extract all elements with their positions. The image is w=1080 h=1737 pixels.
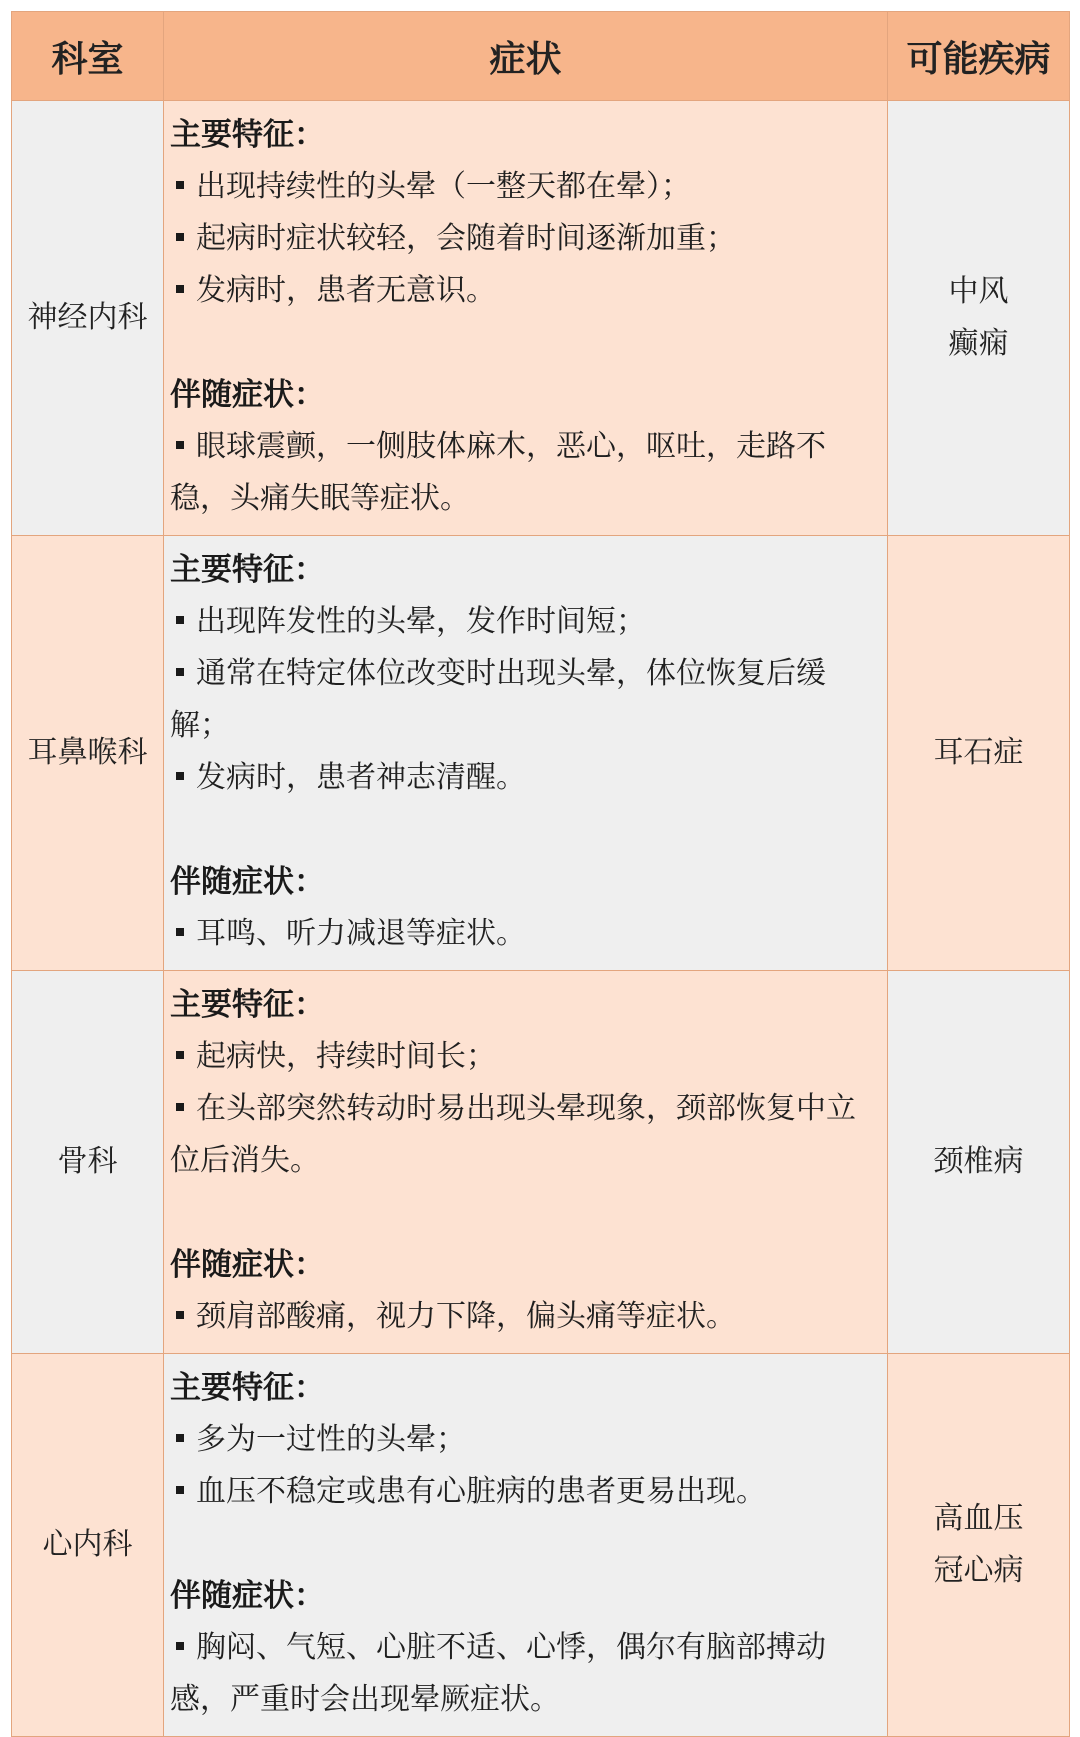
list-item: 胸闷、气短、心脏不适、心悸，偶尔有脑部搏动感，严重时会出现晕厥症状。 bbox=[170, 1630, 826, 1717]
disease-cell bbox=[888, 101, 1070, 536]
disease-cell bbox=[888, 536, 1070, 971]
list-item: 眼球震颤，一侧肢体麻木，恶心，呕吐，走路不稳，头痛失眠等症状。 bbox=[170, 429, 826, 516]
list-item: 多为一过性的头晕； bbox=[170, 1414, 865, 1466]
bullet-icon bbox=[176, 1642, 184, 1650]
symptoms-cell bbox=[164, 1354, 888, 1737]
dept-cell: 心内科 bbox=[12, 1354, 164, 1737]
disease-name: 高血压 bbox=[933, 1501, 1024, 1536]
disease-name: 颈椎病 bbox=[933, 1144, 1024, 1179]
bullet-icon bbox=[176, 772, 184, 780]
symptoms-cell bbox=[164, 101, 888, 536]
bullet-icon bbox=[176, 1103, 184, 1111]
list-item: 发病时，患者无意识。 bbox=[170, 265, 865, 317]
list-item: 血压不稳定或患有心脏病的患者更易出现。 bbox=[170, 1466, 865, 1518]
bullet-icon bbox=[176, 616, 184, 624]
disease-cell bbox=[888, 971, 1070, 1354]
disease-cell bbox=[888, 1354, 1070, 1737]
main-features-title: 主要特征： bbox=[170, 987, 325, 1023]
dept-cell: 耳鼻喉科 bbox=[12, 536, 164, 971]
list-item: 出现持续性的头晕（一整天都在晕）； bbox=[170, 161, 865, 213]
accompanying-symptoms-title: 伴随症状： bbox=[170, 1578, 325, 1614]
disease-name: 癫痫 bbox=[948, 326, 1009, 361]
table-row bbox=[12, 971, 1070, 1354]
accompanying-symptoms-title: 伴随症状： bbox=[170, 1247, 325, 1283]
bullet-icon bbox=[176, 668, 184, 676]
bullet-icon bbox=[176, 928, 184, 936]
dizziness-department-table bbox=[11, 11, 1069, 1737]
list-item: 起病快，持续时间长； bbox=[170, 1031, 865, 1083]
bullet-icon bbox=[176, 441, 184, 449]
bullet-icon bbox=[176, 233, 184, 241]
header-dept: 科室 bbox=[12, 12, 164, 101]
main-features-title: 主要特征： bbox=[170, 117, 325, 153]
dept-cell: 骨科 bbox=[12, 971, 164, 1354]
bullet-icon bbox=[176, 1434, 184, 1442]
main-features-title: 主要特征： bbox=[170, 1370, 325, 1406]
disease-name: 耳石症 bbox=[933, 735, 1024, 770]
symptoms-cell bbox=[164, 536, 888, 971]
dept-cell: 神经内科 bbox=[12, 101, 164, 536]
symptoms-cell bbox=[164, 971, 888, 1354]
table-header-row bbox=[12, 12, 1070, 101]
main-features-title: 主要特征： bbox=[170, 552, 325, 588]
header-disease: 可能疾病 bbox=[888, 12, 1070, 101]
table-row bbox=[12, 536, 1070, 971]
accompanying-symptoms-title: 伴随症状： bbox=[170, 864, 325, 900]
bullet-icon bbox=[176, 1311, 184, 1319]
accompanying-symptoms-title: 伴随症状： bbox=[170, 377, 325, 413]
list-item: 起病时症状较轻，会随着时间逐渐加重； bbox=[170, 213, 865, 265]
header-symptoms: 症状 bbox=[164, 12, 888, 101]
disease-name: 中风 bbox=[948, 274, 1009, 309]
bullet-icon bbox=[176, 1486, 184, 1494]
list-item: 通常在特定体位改变时出现头晕，体位恢复后缓解； bbox=[170, 656, 826, 743]
list-item: 耳鸣、听力减退等症状。 bbox=[170, 908, 865, 960]
list-item: 出现阵发性的头晕，发作时间短； bbox=[170, 596, 865, 648]
bullet-icon bbox=[176, 1051, 184, 1059]
bullet-icon bbox=[176, 285, 184, 293]
list-item: 颈肩部酸痛，视力下降，偏头痛等症状。 bbox=[170, 1291, 865, 1343]
list-item: 发病时，患者神志清醒。 bbox=[170, 752, 865, 804]
table-row bbox=[12, 101, 1070, 536]
disease-name: 冠心病 bbox=[933, 1553, 1024, 1588]
list-item: 在头部突然转动时易出现头晕现象，颈部恢复中立位后消失。 bbox=[170, 1091, 856, 1178]
table-row bbox=[12, 1354, 1070, 1737]
symptom-table bbox=[11, 11, 1070, 1737]
bullet-icon bbox=[176, 181, 184, 189]
